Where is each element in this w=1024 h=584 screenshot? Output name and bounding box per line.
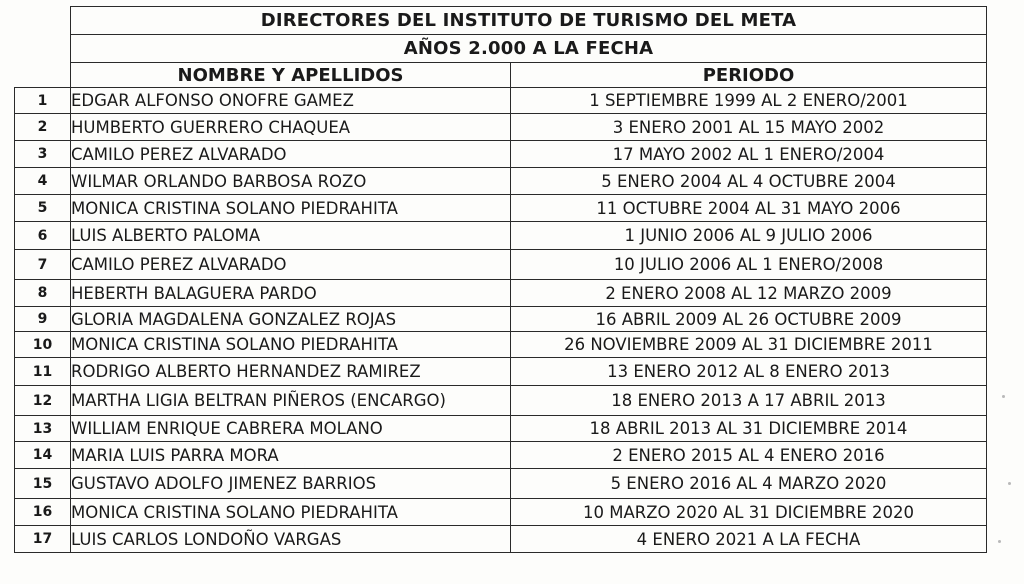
row-number: 5	[15, 195, 71, 222]
director-period: 10 JULIO 2006 AL 1 ENERO/2008	[511, 250, 987, 280]
director-period: 5 ENERO 2004 AL 4 OCTUBRE 2004	[511, 168, 987, 195]
table-row	[15, 195, 987, 222]
row-number: 10	[15, 332, 71, 358]
table-row	[15, 168, 987, 195]
director-name: GLORIA MAGDALENA GONZALEZ ROJAS	[71, 307, 511, 332]
table-row	[15, 386, 987, 416]
subtitle-row	[15, 35, 987, 63]
column-header-name: NOMBRE Y APELLIDOS	[71, 63, 511, 88]
director-period: 3 ENERO 2001 AL 15 MAYO 2002	[511, 114, 987, 141]
column-header-period: PERIODO	[511, 63, 987, 88]
director-period: 26 NOVIEMBRE 2009 AL 31 DICIEMBRE 2011	[511, 332, 987, 358]
row-number: 12	[15, 386, 71, 416]
director-period: 11 OCTUBRE 2004 AL 31 MAYO 2006	[511, 195, 987, 222]
director-name: HUMBERTO GUERRERO CHAQUEA	[71, 114, 511, 141]
director-period: 18 ENERO 2013 A 17 ABRIL 2013	[511, 386, 987, 416]
director-name: MARIA LUIS PARRA MORA	[71, 442, 511, 469]
director-name: MONICA CRISTINA SOLANO PIEDRAHITA	[71, 195, 511, 222]
header-row	[15, 63, 987, 88]
document-subtitle: AÑOS 2.000 A LA FECHA	[71, 35, 987, 63]
title-row	[15, 7, 987, 35]
table-row	[15, 250, 987, 280]
director-period: 17 MAYO 2002 AL 1 ENERO/2004	[511, 141, 987, 168]
row-number: 16	[15, 499, 71, 526]
row-number: 17	[15, 526, 71, 553]
directors-table	[14, 6, 987, 553]
director-name: EDGAR ALFONSO ONOFRE GAMEZ	[71, 88, 511, 114]
director-period: 4 ENERO 2021 A LA FECHA	[511, 526, 987, 553]
scan-specks	[980, 20, 1020, 560]
table-row	[15, 307, 987, 332]
table-row	[15, 141, 987, 168]
director-period: 10 MARZO 2020 AL 31 DICIEMBRE 2020	[511, 499, 987, 526]
table-row	[15, 526, 987, 553]
row-number: 13	[15, 416, 71, 442]
director-period: 18 ABRIL 2013 AL 31 DICIEMBRE 2014	[511, 416, 987, 442]
row-number: 14	[15, 442, 71, 469]
row-number: 3	[15, 141, 71, 168]
row-number: 15	[15, 469, 71, 499]
director-name: WILLIAM ENRIQUE CABRERA MOLANO	[71, 416, 511, 442]
table-row	[15, 442, 987, 469]
director-name: WILMAR ORLANDO BARBOSA ROZO	[71, 168, 511, 195]
table-row	[15, 222, 987, 250]
director-name: LUIS CARLOS LONDOÑO VARGAS	[71, 526, 511, 553]
director-name: RODRIGO ALBERTO HERNANDEZ RAMIREZ	[71, 358, 511, 386]
director-period: 5 ENERO 2016 AL 4 MARZO 2020	[511, 469, 987, 499]
director-period: 2 ENERO 2015 AL 4 ENERO 2016	[511, 442, 987, 469]
table-row	[15, 88, 987, 114]
table-row	[15, 499, 987, 526]
row-number: 6	[15, 222, 71, 250]
table-row	[15, 114, 987, 141]
director-name: LUIS ALBERTO PALOMA	[71, 222, 511, 250]
director-name: CAMILO PEREZ ALVARADO	[71, 250, 511, 280]
director-name: MONICA CRISTINA SOLANO PIEDRAHITA	[71, 332, 511, 358]
director-name: HEBERTH BALAGUERA PARDO	[71, 280, 511, 307]
director-period: 2 ENERO 2008 AL 12 MARZO 2009	[511, 280, 987, 307]
director-name: MARTHA LIGIA BELTRAN PIÑEROS (ENCARGO)	[71, 386, 511, 416]
table-row	[15, 332, 987, 358]
director-period: 1 JUNIO 2006 AL 9 JULIO 2006	[511, 222, 987, 250]
director-period: 1 SEPTIEMBRE 1999 AL 2 ENERO/2001	[511, 88, 987, 114]
table-row	[15, 469, 987, 499]
row-number: 11	[15, 358, 71, 386]
director-name: MONICA CRISTINA SOLANO PIEDRAHITA	[71, 499, 511, 526]
director-name: CAMILO PEREZ ALVARADO	[71, 141, 511, 168]
row-number: 8	[15, 280, 71, 307]
director-period: 16 ABRIL 2009 AL 26 OCTUBRE 2009	[511, 307, 987, 332]
table-row	[15, 416, 987, 442]
row-number: 1	[15, 88, 71, 114]
document-title: DIRECTORES DEL INSTITUTO DE TURISMO DEL META	[71, 7, 987, 35]
table-row	[15, 280, 987, 307]
table-row	[15, 358, 987, 386]
director-name: GUSTAVO ADOLFO JIMENEZ BARRIOS	[71, 469, 511, 499]
director-period: 13 ENERO 2012 AL 8 ENERO 2013	[511, 358, 987, 386]
row-number: 7	[15, 250, 71, 280]
row-number: 9	[15, 307, 71, 332]
row-number: 2	[15, 114, 71, 141]
row-number: 4	[15, 168, 71, 195]
